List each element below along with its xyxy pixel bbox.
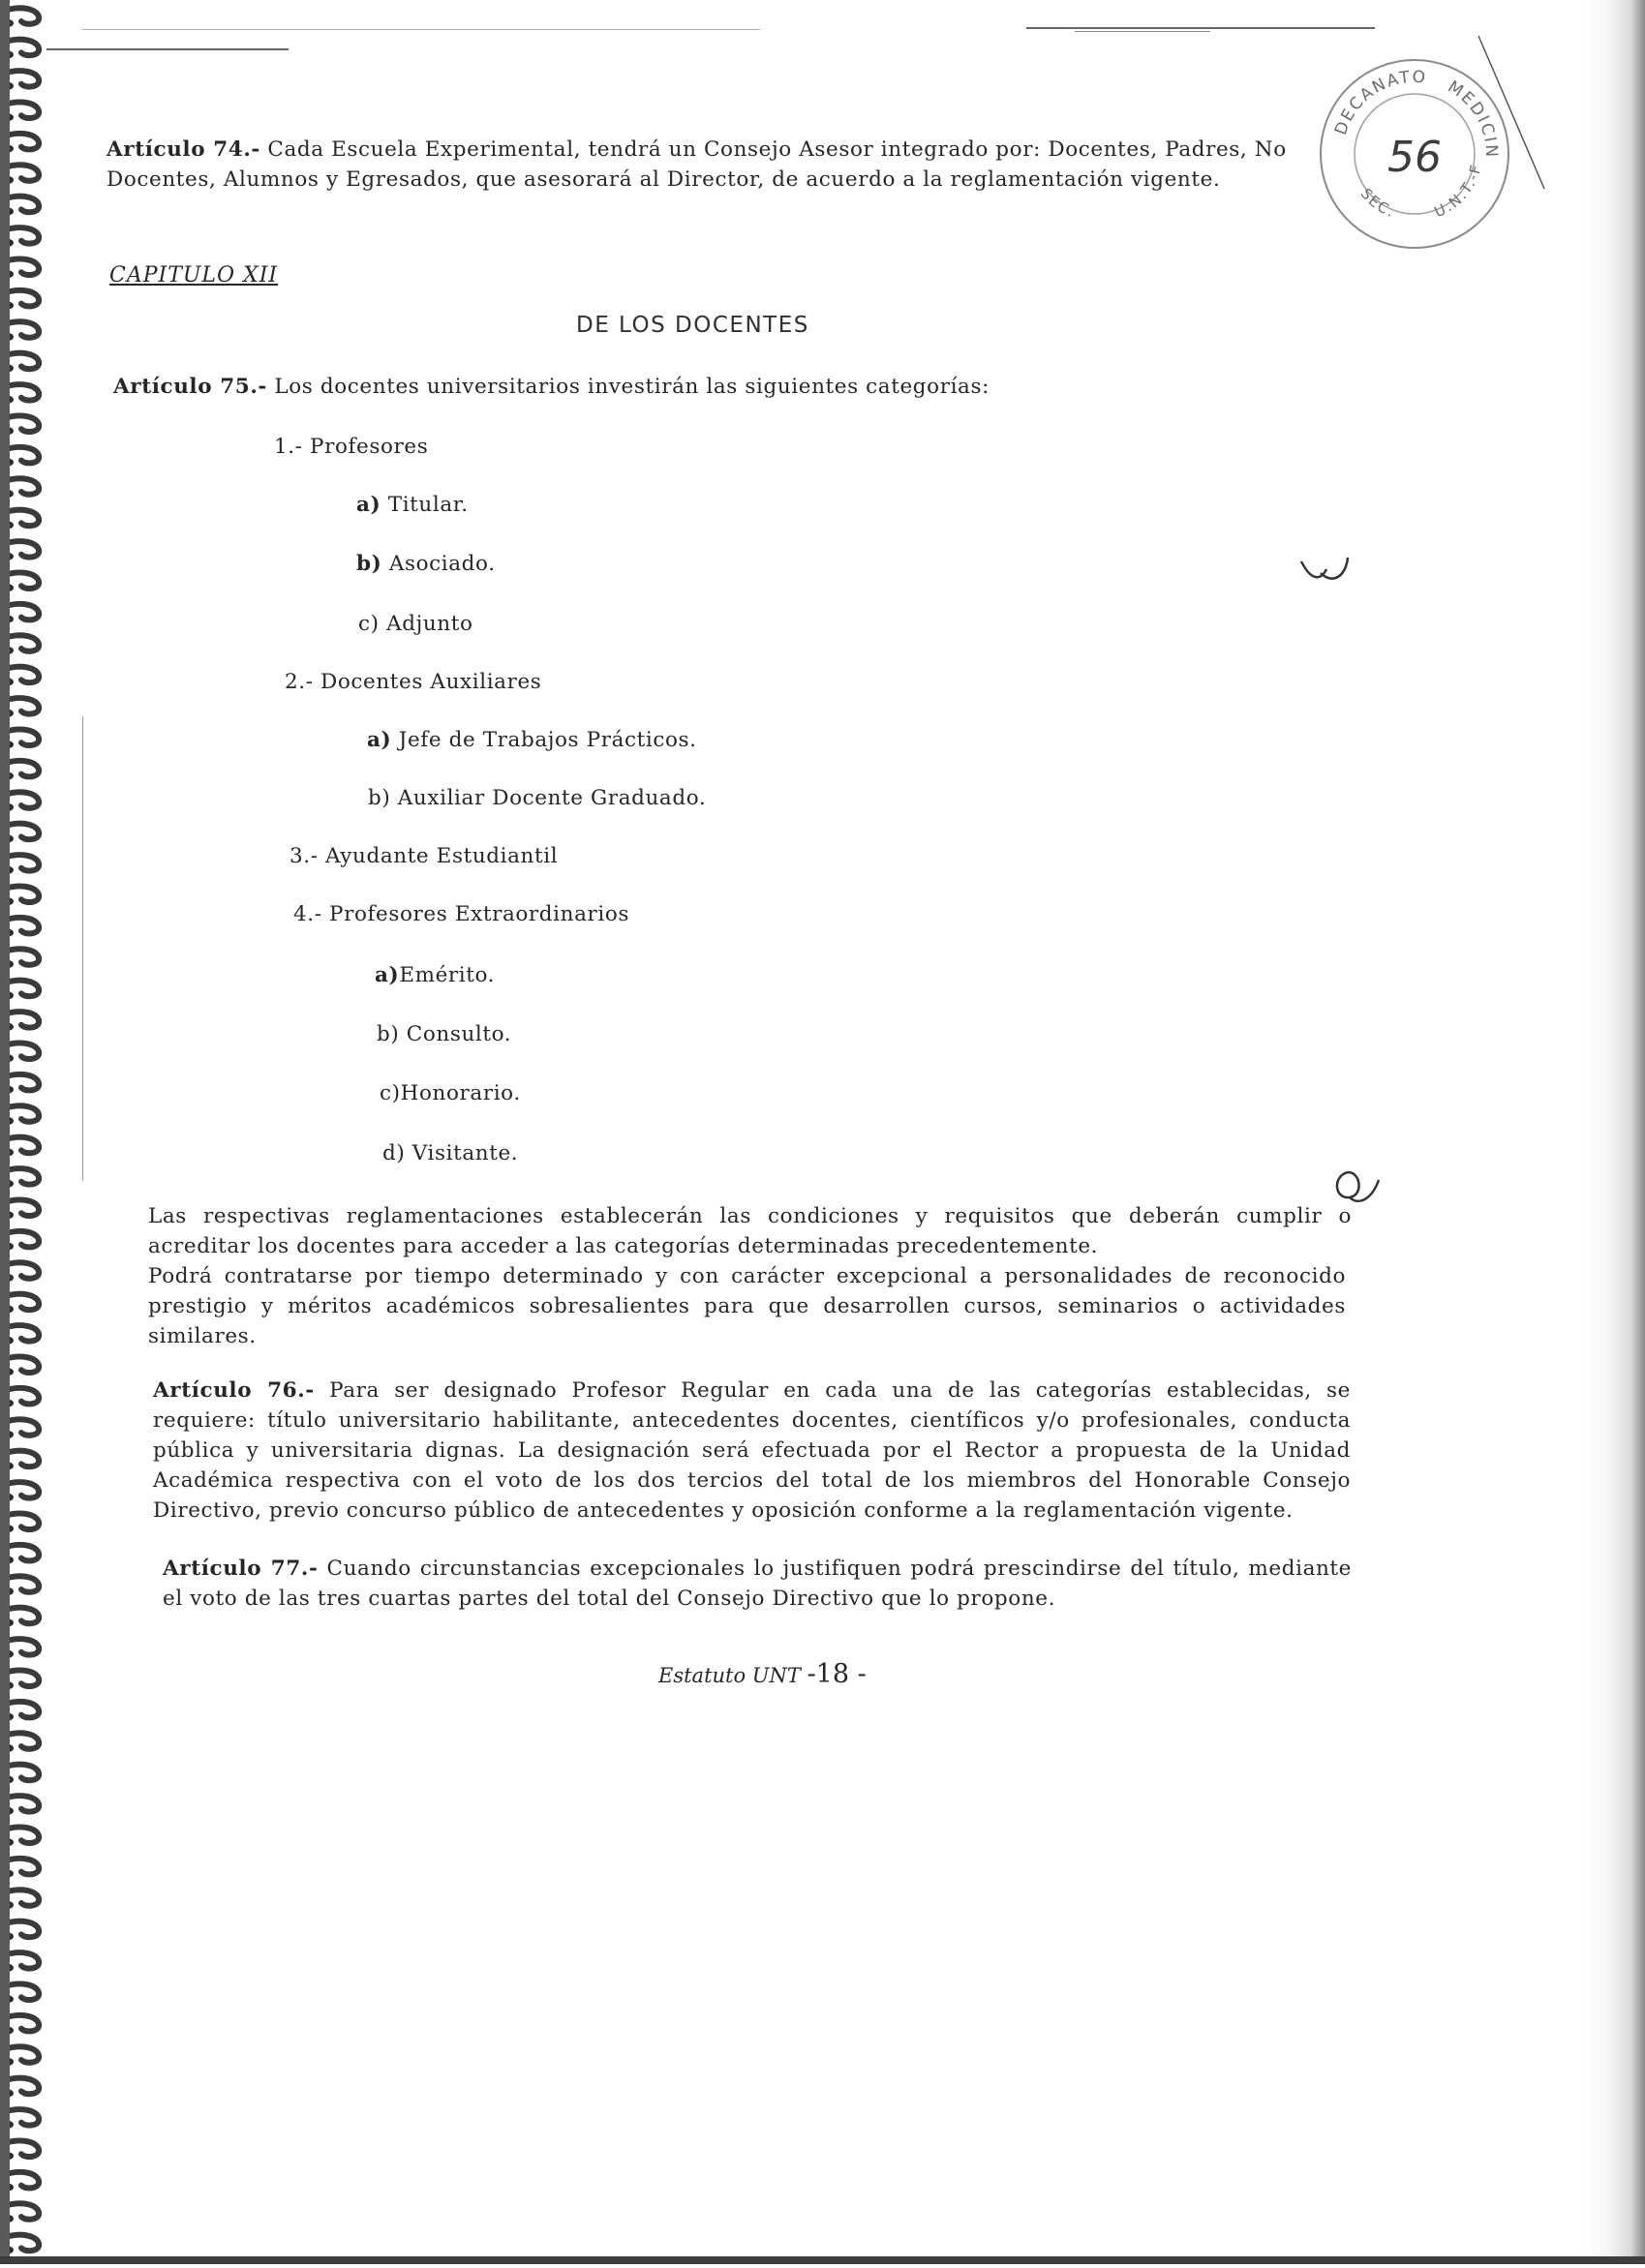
item-letter: a) <box>375 963 400 987</box>
section-title: DE LOS DOCENTES <box>576 313 809 338</box>
item-text: Visitante. <box>411 1141 519 1165</box>
category-emerito <box>375 963 495 989</box>
category-jefe-trabajos <box>367 728 697 754</box>
article-74-line-1 <box>107 137 1287 164</box>
scan-line <box>1075 31 1210 32</box>
article-77-text: Cuando circunstancias excepcionales lo justifiquen podrá prescindirse del título, mediante el voto de las tres cuartas partes del total del Consejo Directivo que lo propone. <box>163 1557 1352 1611</box>
article-75-label: Artículo 75.- <box>113 375 267 399</box>
article-77 <box>163 1554 1352 1614</box>
scan-line <box>82 716 83 1181</box>
binding-strip <box>0 0 10 2264</box>
article-74-text-2: Docentes, Alumnos y Egresados, que asesorará al Director, de acuerdo a la reglamentación vigente. <box>107 167 1221 192</box>
handwritten-mark <box>1328 1166 1386 1213</box>
article-74-label: Artículo 74.- <box>107 137 260 162</box>
item-text: Titular. <box>387 493 469 517</box>
item-text: Consulto. <box>406 1022 512 1046</box>
article-76 <box>153 1376 1351 1526</box>
chapter-heading: CAPITULO XII <box>109 263 279 287</box>
category-asociado <box>356 552 496 578</box>
page-footer <box>658 1659 867 1689</box>
footer-label: Estatuto UNT <box>658 1664 801 1687</box>
article-75-paragraph-1: Las respectivas reglamentaciones establecerán las condiciones y requisitos que deberán cumplir o acreditar los docentes para acceder a las categorías determinadas precedentemente. <box>148 1204 1352 1258</box>
item-letter: b) <box>377 1022 400 1046</box>
stamp-left-text: DECANATO <box>1330 67 1428 138</box>
article-76-text: Para ser designado Profesor Regular en cada una de las categorías establecidas, se requiere: título universitario habilitante, antecedentes docentes, científicos y/o profesionales, conducta pública y universitaria dignas. La designación será efectuada por el Rector a propuesta de la Unidad Académica respectiva con el voto de los dos tercios del total de los miembros del Honorable Consejo Directivo, previo concurso público de antecedentes y oposición conforme a la reglamentación vigente. <box>153 1378 1352 1523</box>
category-profesores: 1.- Profesores <box>274 435 429 459</box>
category-titular <box>356 493 469 519</box>
stamp-right-text: U.N.T.-F <box>1431 163 1485 222</box>
stamp-bottom-text: SEC. <box>1356 185 1398 222</box>
category-honorario <box>380 1081 521 1107</box>
category-consulto <box>377 1022 511 1048</box>
item-letter: c) <box>380 1081 401 1105</box>
article-75-intro-line <box>113 375 990 401</box>
page-number: -18 - <box>807 1659 867 1689</box>
item-text: Asociado. <box>388 552 496 576</box>
item-letter: b) <box>368 786 391 810</box>
category-adjunto <box>358 612 473 638</box>
article-74-text-1: Cada Escuela Experimental, tendrá un Consejo Asesor integrado por: Docentes, Padres, No <box>267 137 1287 162</box>
item-letter: a) <box>367 728 392 752</box>
item-letter: a) <box>356 493 381 517</box>
pen-stroke <box>1477 34 1554 198</box>
scan-line <box>1026 27 1375 29</box>
article-76-label: Artículo 76.- <box>153 1378 315 1403</box>
item-text: Jefe de Trabajos Prácticos. <box>398 728 697 752</box>
item-letter: b) <box>356 552 382 576</box>
scan-line <box>82 29 760 30</box>
category-visitante <box>382 1141 518 1167</box>
page-stack-edge <box>1587 0 1645 2264</box>
item-letter: d) <box>382 1141 406 1165</box>
stamp-top-text: MEDICIN <box>1444 76 1502 160</box>
category-ayudante: 3.- Ayudante Estudiantil <box>289 844 559 868</box>
category-extraordinarios: 4.- Profesores Extraordinarios <box>293 902 630 926</box>
item-text: Honorario. <box>400 1081 521 1105</box>
handwritten-mark <box>1297 552 1356 587</box>
stamp-number: 56 <box>1387 133 1442 182</box>
article-77-label: Artículo 77.- <box>163 1557 319 1581</box>
article-75-paragraph-2: Podrá contratarse por tiempo determinado y con carácter excepcional a personalidades de reconocido prestigio y méritos académicos sobresalientes para que desarrollen cursos, seminarios o actividades similares. <box>148 1264 1346 1348</box>
bottom-scan-edge <box>0 2256 1645 2264</box>
item-text: Emérito. <box>399 963 496 987</box>
scan-line <box>46 48 289 50</box>
article-75-intro: Los docentes universitarios investirán las siguientes categorías: <box>274 375 990 399</box>
item-letter: c) <box>358 612 380 636</box>
category-docentes-auxiliares: 2.- Docentes Auxiliares <box>285 670 542 694</box>
category-auxiliar-docente <box>368 786 706 812</box>
spiral-binding <box>0 0 45 2264</box>
item-text: Adjunto <box>386 612 473 636</box>
item-text: Auxiliar Docente Graduado. <box>397 786 707 810</box>
